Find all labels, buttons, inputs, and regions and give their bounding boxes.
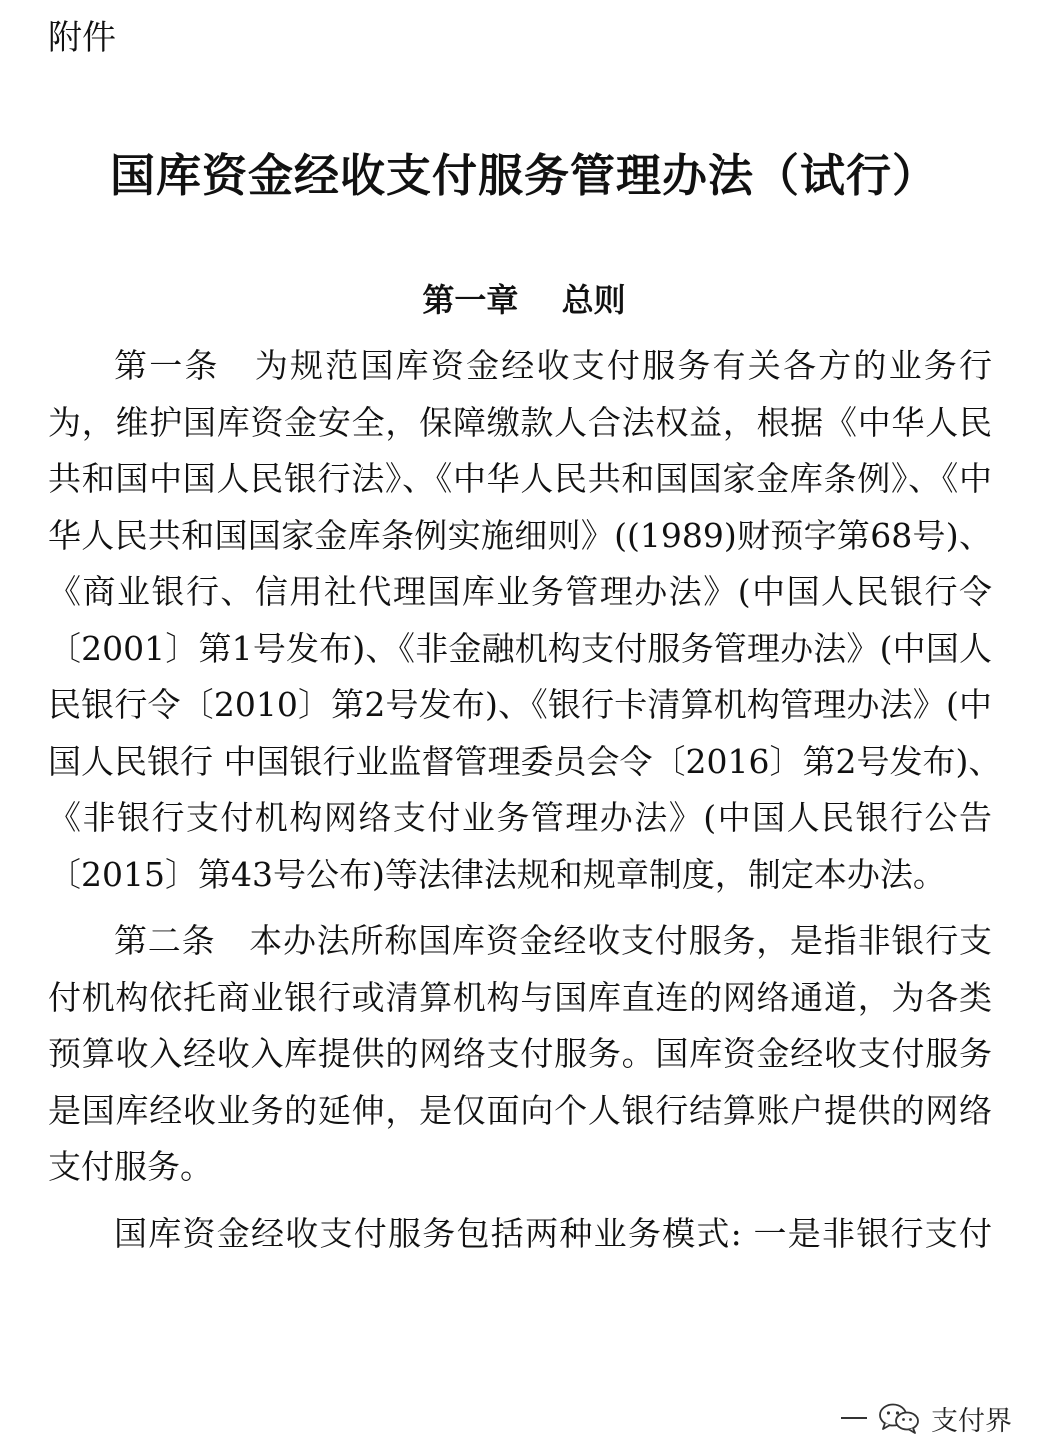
text-line: 是国库经收业务的延伸，是仅面向个人银行结算账户提供的网络 (48, 1090, 992, 1130)
text-line: 民银行令〔2010〕第2号发布)、《银行卡清算机构管理办法》(中 (48, 685, 992, 724)
text-line: 第一条 为规范国库资金经收支付服务有关各方的业务行 (114, 346, 992, 385)
text-line: 〔2001〕第1号发布)、《非金融机构支付服务管理办法》(中国人 (48, 628, 992, 668)
wechat-icon (877, 1402, 921, 1434)
text-line: 〔2015〕第43号公布)等法律法规和规章制度，制定本办法。 (48, 854, 946, 894)
text-line: 共和国中国人民银行法》、《中华人民共和国国家金库条例》、《中 (48, 459, 992, 498)
chapter-heading: 第一章 总则 (422, 281, 626, 319)
watermark (841, 1400, 1012, 1436)
text-line: 华人民共和国国家金库条例实施细则》((1989)财预字第68号)、 (48, 515, 992, 555)
text-line: 国库资金经收支付服务包括两种业务模式: 一是非银行支付 (114, 1213, 992, 1253)
text-line: 为，维护国库资金安全，保障缴款人合法权益，根据《中华人民 (48, 402, 992, 442)
attachment-label: 附件 (48, 18, 116, 58)
watermark-dash (841, 1417, 867, 1419)
watermark-text: 支付界 (931, 1405, 1012, 1437)
text-line: 《商业银行、信用社代理国库业务管理办法》(中国人民银行令 (48, 572, 992, 611)
text-line: 付机构依托商业银行或清算机构与国库直连的网络通道，为各类 (48, 977, 992, 1017)
text-line: 第二条 本办法所称国库资金经收支付服务，是指非银行支 (114, 921, 992, 960)
text-line: 支付服务。 (48, 1147, 213, 1186)
text-line: 预算收入经收入库提供的网络支付服务。国库资金经收支付服务 (48, 1034, 992, 1073)
document-title: 国库资金经收支付服务管理办法（试行） (109, 149, 938, 202)
text-line: 国人民银行 中国银行业监督管理委员会令〔2016〕第2号发布)、 (48, 741, 1002, 781)
text-line: 《非银行支付机构网络支付业务管理办法》(中国人民银行公告 (48, 798, 992, 837)
document-body (48, 338, 1002, 1262)
